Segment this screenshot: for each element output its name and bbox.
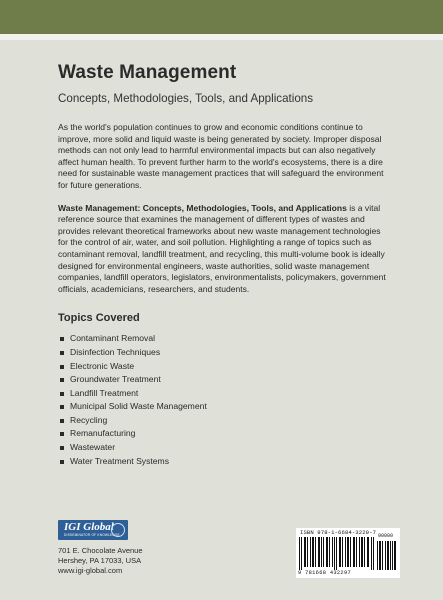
topic-item: Landfill Treatment bbox=[58, 387, 388, 401]
top-color-band bbox=[0, 0, 443, 34]
square-bullet-icon bbox=[60, 378, 64, 382]
topic-item: Electronic Waste bbox=[58, 360, 388, 374]
topics-list bbox=[58, 332, 388, 468]
topic-item: Municipal Solid Waste Management bbox=[58, 400, 388, 414]
square-bullet-icon bbox=[60, 432, 64, 436]
publisher-logo-name: IGI Global bbox=[64, 521, 114, 533]
square-bullet-icon bbox=[60, 460, 64, 464]
barcode-digits: 9 781668 432297 bbox=[298, 570, 352, 576]
publisher-address bbox=[58, 546, 143, 577]
isbn-text: ISBN 978-1-6684-3229-7 bbox=[300, 529, 377, 536]
address-line-1: 701 E. Chocolate Avenue bbox=[58, 546, 143, 555]
topic-item: Contaminant Removal bbox=[58, 332, 388, 346]
barcode-bars-icon bbox=[299, 537, 375, 570]
barcode-addon-digits: 90000 bbox=[378, 533, 394, 539]
square-bullet-icon bbox=[60, 392, 64, 396]
topic-item: Disinfection Techniques bbox=[58, 346, 388, 360]
description-paragraph-1: As the world's population continues to grow and economic conditions continue to improve, more solid and liquid waste is being generated by society. Improper disposal methods can not only lead to harmful environmental impacts but can also negatively affect human health. To prevent further harm to the world's ecosystems, there is a dire need for sustainable waste management practices that will safeguard the environment for future generations. bbox=[58, 122, 384, 190]
globe-icon bbox=[111, 523, 125, 537]
publisher-logo bbox=[58, 520, 128, 540]
square-bullet-icon bbox=[60, 405, 64, 409]
square-bullet-icon bbox=[60, 446, 64, 450]
top-divider-line bbox=[0, 34, 443, 40]
address-line-2: Hershey, PA 17033, USA bbox=[58, 556, 142, 566]
book-title: Waste Management bbox=[58, 62, 237, 83]
square-bullet-icon bbox=[60, 337, 64, 341]
topic-item: Remanufacturing bbox=[58, 427, 388, 441]
topic-item: Groundwater Treatment bbox=[58, 373, 388, 387]
book-subtitle: Concepts, Methodologies, Tools, and Applications bbox=[58, 92, 314, 105]
barcode-addon-bars-icon bbox=[377, 537, 396, 570]
square-bullet-icon bbox=[60, 419, 64, 423]
square-bullet-icon bbox=[60, 365, 64, 369]
publisher-website: www.igi-global.com bbox=[58, 566, 123, 576]
back-cover-content bbox=[58, 62, 388, 468]
publisher-logo-tagline: DISSEMINATOR OF KNOWLEDGE bbox=[64, 533, 120, 537]
topics-heading: Topics Covered bbox=[58, 312, 140, 325]
topic-item: Recycling bbox=[58, 414, 388, 428]
paragraph-2-bold-title: Waste Management: Concepts, Methodologies, Tools, and Applications bbox=[58, 202, 347, 213]
description-paragraph-2 bbox=[58, 203, 388, 296]
isbn-barcode bbox=[296, 528, 400, 578]
paragraph-2-text: is a vital reference source that examines the management of different types of wastes and provides relevant theoretical frameworks about new waste management technologies for the control of air, water, and soil pollution. Highlighting a range of topics such as contaminant removal, landfill treatment, and recycling, this multi-volume book is ideally designed for environmental engineers, waste authorities, solid waste management companies, landfill operators, legislators, environmentalists, policymakers, government officials, academicians, researchers, and students. bbox=[58, 202, 386, 294]
square-bullet-icon bbox=[60, 351, 64, 355]
topic-item: Wastewater bbox=[58, 441, 388, 455]
topic-item: Water Treatment Systems bbox=[58, 455, 388, 469]
